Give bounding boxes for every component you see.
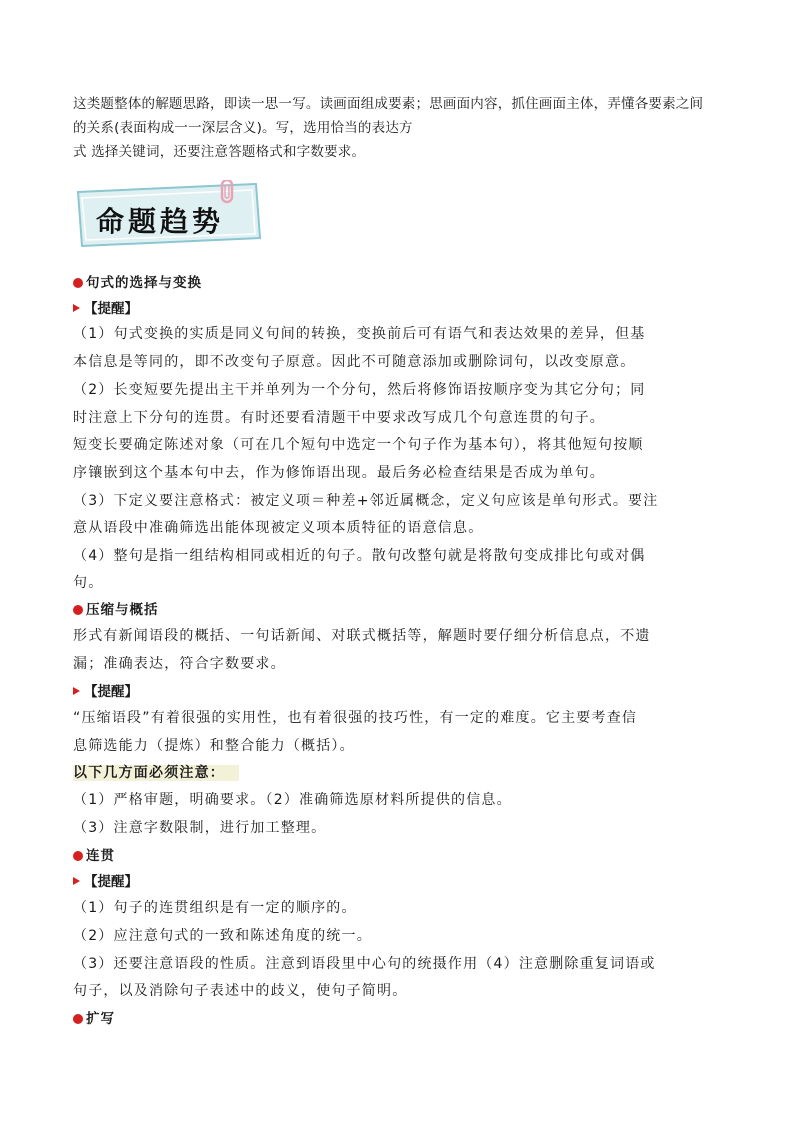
body-line: （3）注意字数限制，进行加工整理。 [73,820,327,836]
red-dot-icon [73,851,83,861]
remind-label: 【提醒】 [73,870,138,890]
intro-line: 的关系(表面构成一一深层含义)。写，选用恰当的表达方 [73,120,413,136]
red-dot-icon [73,278,83,288]
body-line: （3）还要注意语段的性质。注意到语段里中心句的统摄作用（4）注意删除重复词语或 [73,956,656,972]
body-line: （4）整句是指一组结构相同或相近的句子。散句改整句就是将散句变成排比句或对偶 [73,548,646,564]
body-line: 意从语段中准确筛选出能体现被定义项本质特征的语意信息。 [73,520,484,536]
intro-paragraph [73,92,733,164]
section-heading: 连贯 [73,844,115,864]
red-dot-icon [73,605,83,615]
intro-line: 式 选择关键词，还要注意答题格式和字数要求。 [73,144,366,160]
highlight-note: 以下几方面必须注意： [73,762,239,782]
remind-label: 【提醒】 [73,680,138,700]
body-line: （1）严格审题，明确要求。（2）准确筛选原材料所提供的信息。 [73,792,512,808]
red-triangle-icon [73,304,80,312]
body-line: （3）下定义要注意格式：被定义项＝种差+邻近属概念，定义句应该是单句形式。要注 [73,493,659,509]
body-line: 漏；准确表达，符合字数要求。 [73,656,286,672]
body-line: 短变长要确定陈述对象（可在几个短句中选定一个句子作为基本句），将其他短句按顺 [73,437,644,453]
body-line: （2）长变短要先提出主干并单列为一个分句，然后将修饰语按顺序变为其它分句；同 [73,382,646,398]
red-triangle-icon [73,687,80,695]
body-line: 句子，以及消除句子表述中的歧义，使句子简明。 [73,983,408,999]
banner-title: 命题趋势 [96,205,225,238]
body-line: 形式有新闻语段的概括、一句话新闻、对联式概括等，解题时要仔细分析信息点，不遗 [73,628,651,644]
body-line: （1）句式变换的实质是同义句间的转换，变换前后可有语气和表达效果的差异，但基 [73,326,646,342]
body-line: 序镶嵌到这个基本句中去，作为修饰语出现。最后务必检查结果是否成为单句。 [73,465,605,481]
body-line: 息筛选能力（提炼）和整合能力（概括）。 [73,738,355,754]
intro-line: 这类题整体的解题思路，即读一思一写。读画面组成要素；思画面内容，抓住画面主体，弄懂各要素之间 [73,96,704,112]
body-line: （2）应注意句式的一致和陈述角度的统一。 [73,928,372,944]
body-line: 时注意上下分句的连贯。有时还要看清题干中要求改写成几个句意连贯的句子。 [73,410,605,426]
body-line: （1）句子的连贯组织是有一定的顺序的。 [73,900,357,916]
red-dot-icon [73,1014,83,1024]
section-heading: 压缩与概括 [73,598,159,618]
body-line: “压缩语段”有着很强的实用性，也有着很强的技巧性，有一定的难度。它主要考查信 [73,710,638,726]
red-triangle-icon [73,877,80,885]
body-line: 本信息是等同的，即不改变句子原意。因此不可随意添加或删除词句，以改变原意。 [73,354,636,370]
remind-label: 【提醒】 [73,297,138,317]
section-heading: 扩写 [73,1007,115,1027]
body-line: 句。 [73,575,104,591]
section-heading: 句式的选择与变换 [73,271,202,291]
